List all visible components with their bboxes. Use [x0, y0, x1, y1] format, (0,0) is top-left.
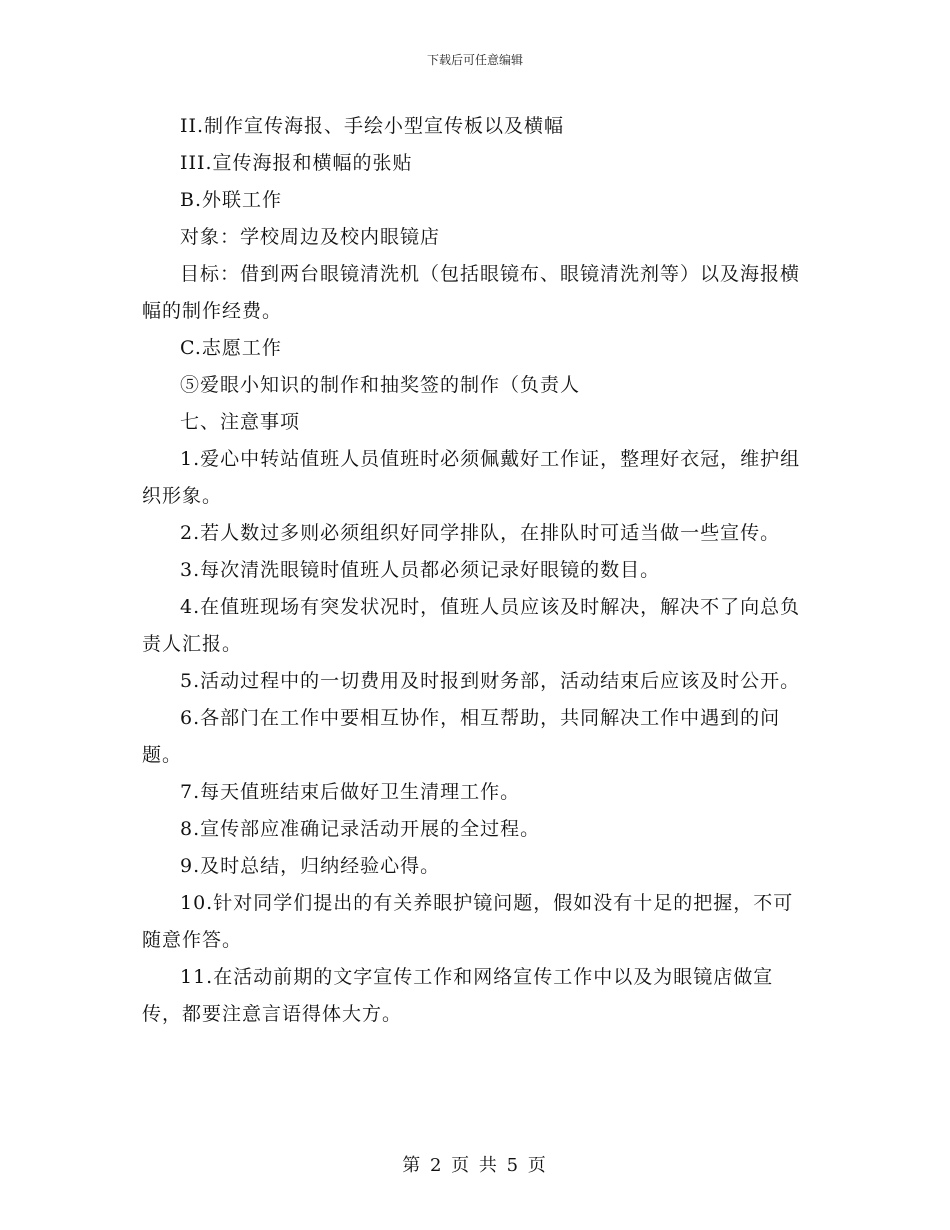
section-heading-notes: 七、注意事项 [180, 411, 301, 433]
paragraph-eye-knowledge: ⑤爱眼小知识的制作和抽奖签的制作（负责人 [180, 374, 581, 396]
paragraph-outreach-heading: B.外联工作 [180, 189, 283, 211]
note-item-6: 6.各部门在工作中要相互协作，相互帮助，共同解决工作中遇到的问题。 [142, 707, 781, 766]
paragraph-outreach-goal: 目标：借到两台眼镜清洗机（包括眼镜布、眼镜清洗剂等）以及海报横幅的制作经费。 [142, 263, 801, 322]
note-item-1: 1.爱心中转站值班人员值班时必须佩戴好工作证，整理好衣冠，维护组织形象。 [142, 448, 801, 507]
note-item-10: 10.针对同学们提出的有关养眼护镜问题，假如没有十足的把握，不可随意作答。 [142, 892, 794, 951]
note-item-2: 2.若人数过多则必须组织好同学排队，在排队时可适当做一些宣传。 [180, 522, 781, 544]
paragraph-outreach-target: 对象：学校周边及校内眼镜店 [180, 226, 441, 248]
page-header: 下载后可任意编辑 [426, 53, 523, 67]
note-item-5: 5.活动过程中的一切费用及时报到财务部，活动结束后应该及时公开。 [180, 670, 801, 692]
paragraph-posting: III.宣传海报和横幅的张贴 [180, 152, 413, 174]
paragraph-publicity-materials: II.制作宣传海报、手绘小型宣传板以及横幅 [180, 115, 565, 137]
document-body [142, 108, 807, 1033]
note-item-3: 3.每次清洗眼镜时值班人员都必须记录好眼镜的数目。 [180, 559, 661, 581]
note-item-8: 8.宣传部应准确记录活动开展的全过程。 [180, 818, 541, 840]
note-item-7: 7.每天值班结束后做好卫生清理工作。 [180, 781, 521, 803]
note-item-11: 11.在活动前期的文字宣传工作和网络宣传工作中以及为眼镜店做宣传，都要注意言语得体大方。 [142, 966, 774, 1025]
note-item-9: 9.及时总结，归纳经验心得。 [180, 855, 441, 877]
page-number-footer: 第 2 页 共 5 页 [402, 1155, 548, 1176]
paragraph-volunteer-heading: C.志愿工作 [180, 337, 282, 359]
note-item-4: 4.在值班现场有突发状况时，值班人员应该及时解决，解决不了向总负责人汇报。 [142, 596, 801, 655]
